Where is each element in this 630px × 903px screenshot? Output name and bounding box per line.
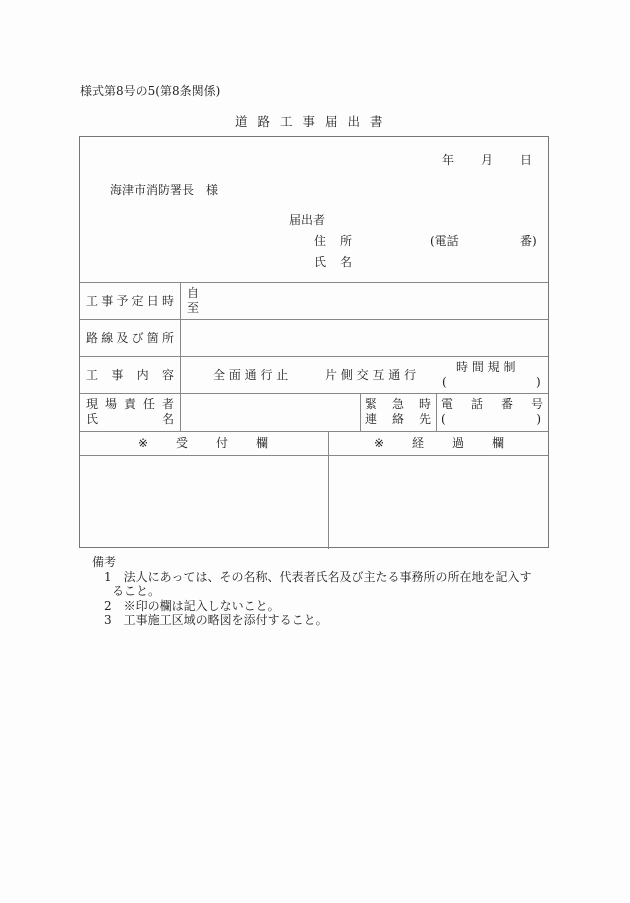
remark-item-2: 2 ※印の欄は記入しないこと。 bbox=[104, 598, 280, 613]
address-label: 住 所 bbox=[314, 234, 352, 248]
progress-header: ※ 経 過 欄 bbox=[374, 436, 504, 450]
schedule-from: 自 bbox=[187, 286, 200, 300]
divider bbox=[80, 282, 548, 283]
remarks bbox=[92, 555, 532, 628]
emergency-label-line1: 緊 急 時 bbox=[365, 397, 431, 411]
reception-header: ※ 受 付 欄 bbox=[138, 436, 268, 450]
reception-progress-divider bbox=[328, 431, 329, 549]
divider bbox=[436, 393, 437, 431]
option-alternate-traffic[interactable]: 片 側 交 互 通 行 bbox=[325, 368, 417, 382]
form-table bbox=[79, 136, 549, 548]
addressee: 海津市消防署長 様 bbox=[110, 183, 219, 197]
manager-label-line1: 現 場 責 任 者 bbox=[86, 397, 174, 411]
emergency-phone-input[interactable]: ( ) bbox=[441, 412, 541, 426]
document-title: 道路工事届出書 bbox=[235, 114, 393, 129]
phone-close: 番) bbox=[520, 234, 537, 248]
date-year: 年 bbox=[442, 153, 455, 167]
divider bbox=[80, 455, 548, 456]
schedule-label: 工 事 予 定 日 時 bbox=[86, 294, 174, 308]
paren-close: ) bbox=[536, 375, 541, 389]
schedule-input[interactable] bbox=[188, 285, 548, 317]
date-month: 月 bbox=[481, 153, 494, 167]
route-input[interactable] bbox=[182, 321, 548, 355]
emergency-label-line2: 連 絡 先 bbox=[365, 412, 431, 426]
content-label: 工 事 内 容 bbox=[86, 368, 174, 382]
option-time-restriction[interactable]: 時 間 規 制 bbox=[456, 360, 516, 374]
paren-open: ( bbox=[442, 375, 447, 389]
remarks-heading: 備考 bbox=[92, 555, 117, 569]
divider bbox=[80, 393, 548, 394]
divider bbox=[80, 356, 548, 357]
option-full-closure[interactable]: 全 面 通 行 止 bbox=[213, 368, 289, 382]
divider bbox=[360, 393, 361, 431]
schedule-to: 至 bbox=[187, 301, 200, 315]
progress-box bbox=[331, 457, 547, 545]
form-number: 様式第8号の5(第8条関係) bbox=[80, 84, 221, 98]
divider bbox=[80, 431, 548, 432]
divider bbox=[80, 319, 548, 320]
phone-open: (電話 bbox=[430, 234, 459, 248]
name-label: 氏 名 bbox=[314, 255, 352, 269]
emergency-phone-label: 電 話 番 号 bbox=[441, 397, 543, 411]
remark-item-3: 3 工事施工区域の略図を添付すること。 bbox=[104, 613, 328, 627]
applicant-label: 届出者 bbox=[289, 213, 326, 227]
remark-item-1-continued: ること。 bbox=[112, 584, 161, 598]
route-label: 路 線 及 び 箇 所 bbox=[86, 331, 174, 345]
label-column-divider bbox=[180, 282, 181, 431]
date-day: 日 bbox=[520, 153, 533, 167]
manager-name-input[interactable] bbox=[182, 395, 358, 429]
remark-item-1: 1 法人にあっては、その名称、代表者氏名及び主たる事務所の所在地を記入す bbox=[104, 569, 532, 584]
reception-box bbox=[82, 457, 326, 545]
manager-label-line2: 氏 名 bbox=[86, 412, 174, 426]
